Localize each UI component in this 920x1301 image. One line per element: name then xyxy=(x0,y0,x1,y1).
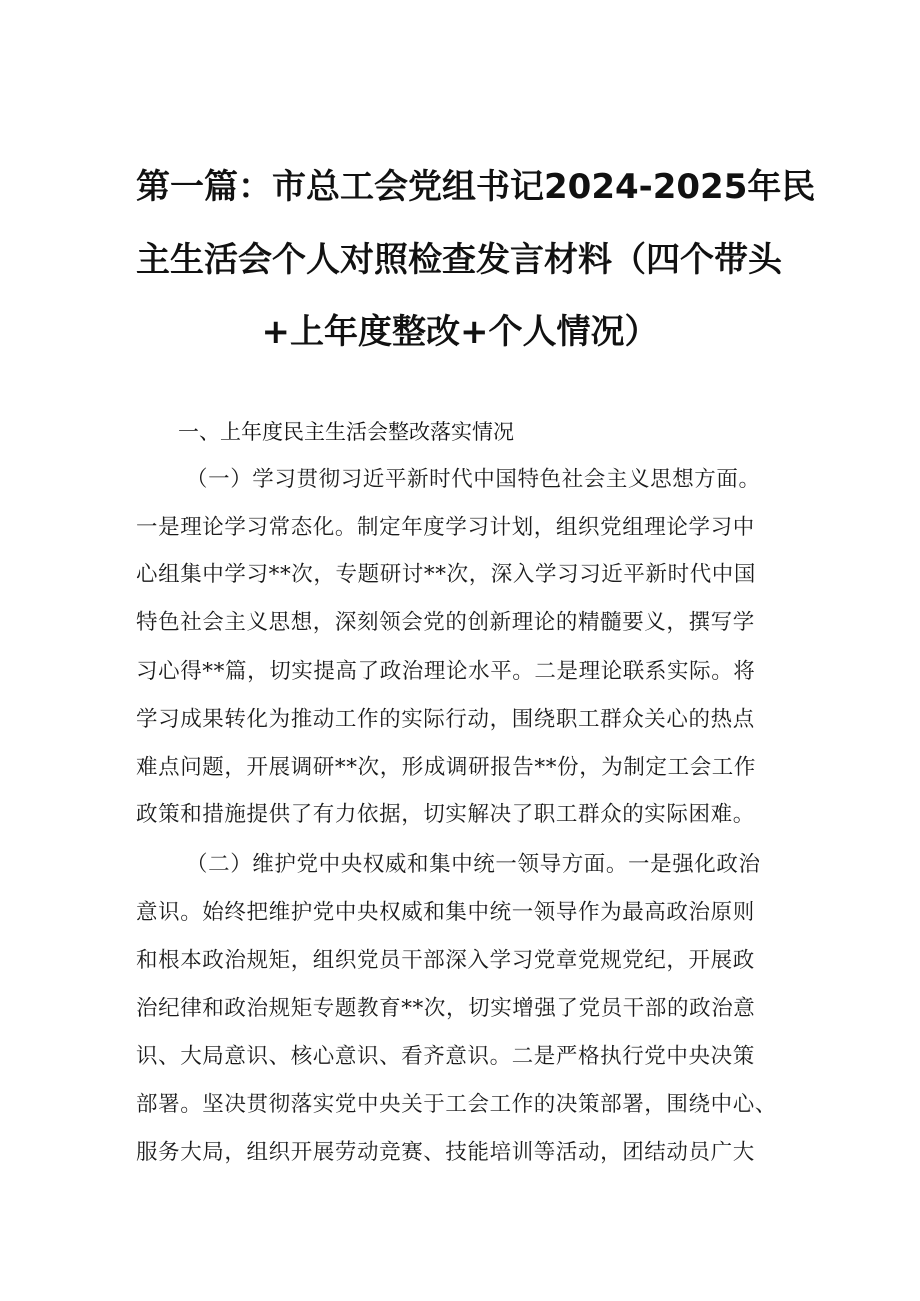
body-line: 部署。坚决贯彻落实党中央关于工会工作的决策部署，围绕中心、 xyxy=(136,1092,777,1117)
body-line: 治纪律和政治规矩专题教育**次，切实增强了党员干部的政治意 xyxy=(136,996,756,1021)
body-line: 习心得**篇，切实提高了政治理论水平。二是理论联系实际。将 xyxy=(136,659,756,684)
body-line: 学习成果转化为推动工作的实际行动，围绕职工群众关心的热点 xyxy=(136,707,755,732)
body-line: 识、大局意识、核心意识、看齐意识。二是严格执行党中央决策 xyxy=(136,1044,755,1069)
body-line: 难点问题，开展调研**次，形成调研报告**份，为制定工会工作 xyxy=(136,755,757,780)
body-line: 意识。始终把维护党中央权威和集中统一领导作为最高政治原则 xyxy=(136,900,755,925)
document-title-line-3: +上年度整改+个人情况） xyxy=(261,312,659,352)
body-line: 特色社会主义思想，深刻领会党的创新理论的精髓要义，撰写学 xyxy=(136,610,755,635)
document-title-line-1: 第一篇：市总工会党组书记2024-2025年民 xyxy=(136,167,816,207)
body-line: 心组集中学习**次，专题研讨**次，深入学习习近平新时代中国 xyxy=(136,562,757,587)
document-title-line-2: 主生活会个人对照检查发言材料（四个带头 xyxy=(136,240,782,280)
body-line: （二）维护党中央权威和集中统一领导方面。一是强化政治 xyxy=(186,852,761,877)
section-heading: 一、上年度民主生活会整改落实情况 xyxy=(178,420,514,444)
body-line: 政策和措施提供了有力依据，切实解决了职工群众的实际困难。 xyxy=(136,802,755,827)
body-line: 服务大局，组织开展劳动竞赛、技能培训等活动，团结动员广大 xyxy=(136,1140,755,1165)
body-line: 和根本政治规矩，组织党员干部深入学习党章党规党纪，开展政 xyxy=(136,948,755,973)
body-line: （一）学习贯彻习近平新时代中国特色社会主义思想方面。 xyxy=(186,467,761,492)
body-line: 一是理论学习常态化。制定年度学习计划，组织党组理论学习中 xyxy=(136,515,755,540)
